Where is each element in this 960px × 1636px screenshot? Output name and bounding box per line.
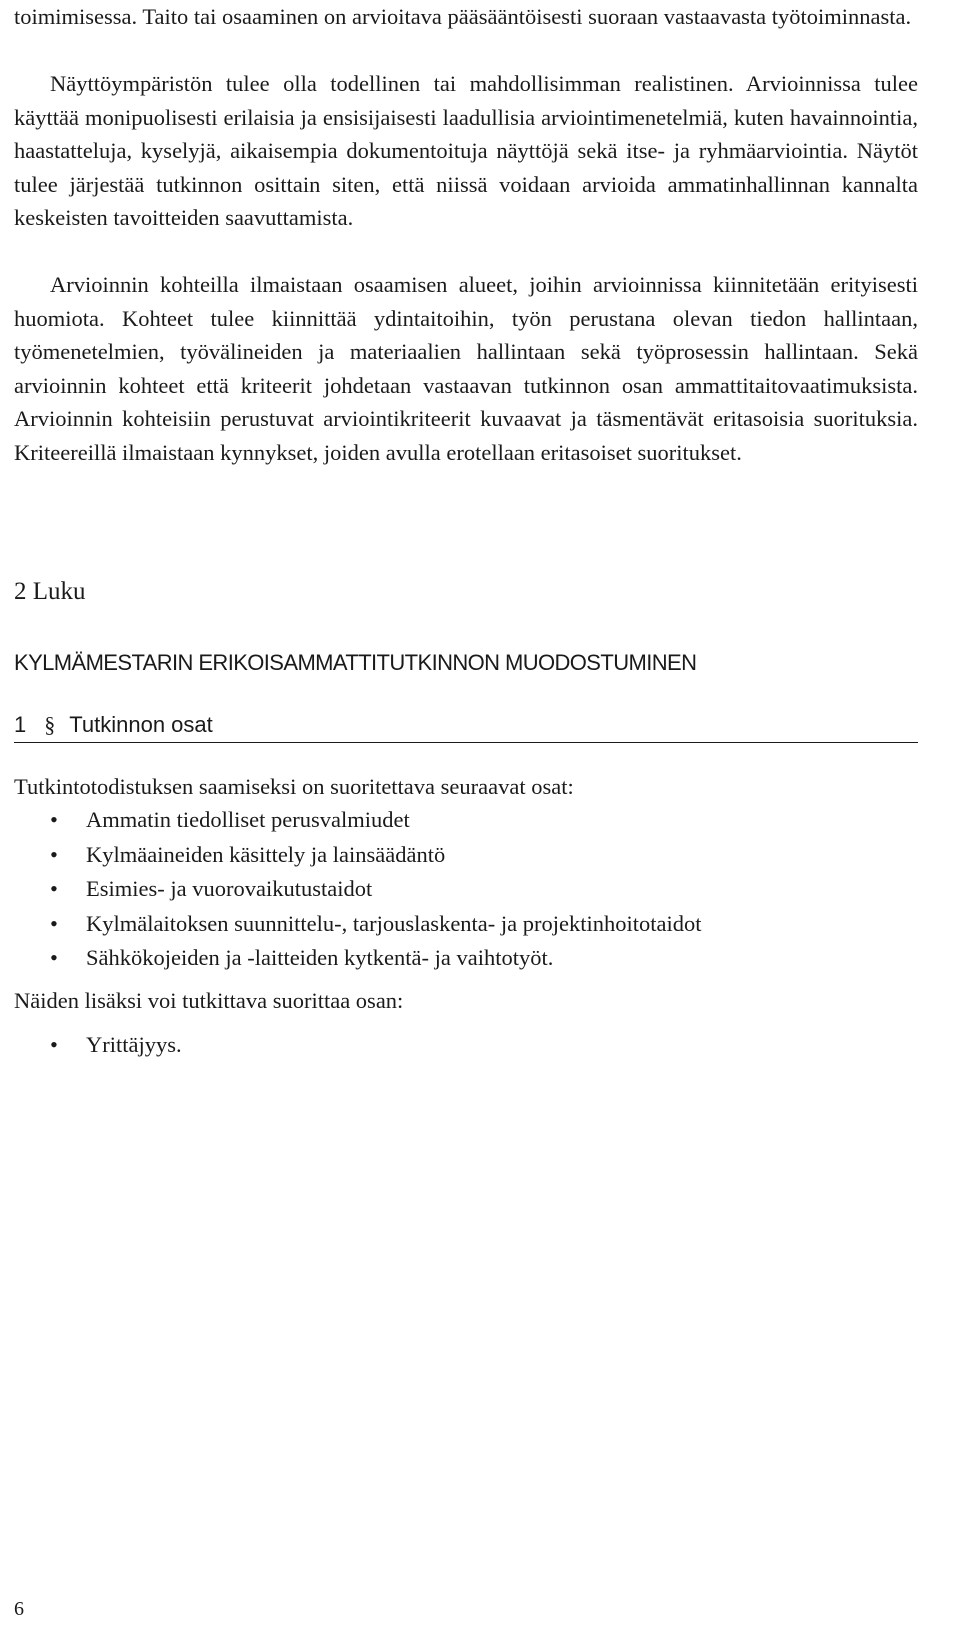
list-item: • Sähkökojeiden ja -laitteiden kytkentä- ja vaihtotyöt. [14,941,918,976]
optional-parts-intro: Näiden lisäksi voi tutkittava suorittaa osan: [14,988,404,1013]
section-symbol: § [44,712,56,737]
chapter-heading: 2 Luku [14,578,86,605]
bullet-icon: • [50,1032,58,1057]
section-title: Tutkinnon osat [69,712,213,737]
document-title: KYLMÄMESTARIN ERIKOISAMMATTITUTKINNON MUODOSTUMINEN [14,650,697,675]
list-item: • Esimies- ja vuorovaikutustaidot [14,872,918,907]
paragraph-demonstration-environment: Näyttöympäristön tulee olla todellinen tai mahdollisimman realistinen. Arvioinnissa tulee käyttää monipuolisesti erilaisia ja ensisijaisesti laadullisia arviointimenetelmiä, kuten havainnointia, haastatteluja, kyselyjä, aikaisempia dokumentoituja näyttöjä sekä itse- ja ryhmäarviointia. Näytöt tulee järjestää tutkinnon osittain siten, että niissä voidaan arvioida ammatinhallinnan kannalta keskeisten tavoitteiden saavuttamista. [14,71,918,230]
bullet-icon: • [50,945,58,970]
list-item: • Kylmälaitoksen suunnittelu-, tarjouslaskenta- ja projektinhoitotaidot [14,907,918,942]
paragraph-assessment-basis: toimimisessa. Taito tai osaaminen on arvioitava pääsääntöisesti suoraan vastaavasta työtoiminnasta. [14,4,912,29]
list-item: • Ammatin tiedolliset perusvalmiudet [14,803,918,838]
optional-parts-list [14,1028,918,1063]
section-heading [14,712,918,743]
bullet-icon: • [50,841,58,867]
bullet-icon: • [50,876,58,901]
section-number: 1 [14,712,27,737]
required-parts-intro: Tutkintotodistuksen saamiseksi on suoritettava seuraavat osat: [14,774,574,799]
list-item: • Yrittäjyys. [14,1028,918,1063]
paragraph-assessment-targets: Arvioinnin kohteilla ilmaistaan osaamisen alueet, joihin arvioinnissa kiinnitetään erityisesti huomiota. Kohteet tulee kiinnittää ydintaitoihin, työn perustana olevan tiedon hallintaan, työmenetelmien, työvälineiden ja materiaalien hallintaan sekä työprosessin hallintaan. Sekä arvioinnin kohteet että kriteerit johdetaan vastaavan tutkinnon osan ammattitaitovaatimuksista. Arvioinnin kohteisiin perustuvat arviointikriteerit kuvaavat ja täsmentävät eritasoisia suorituksia. Kriteereillä ilmaistaan kynnykset, joiden avulla erotellaan eritasoiset suoritukset. [14,272,918,465]
list-item: • Kylmäaineiden käsittely ja lainsäädäntö [14,838,918,873]
page-number: 6 [14,1598,24,1620]
bullet-icon: • [50,807,58,832]
required-parts-list [14,803,918,976]
bullet-icon: • [50,910,58,936]
